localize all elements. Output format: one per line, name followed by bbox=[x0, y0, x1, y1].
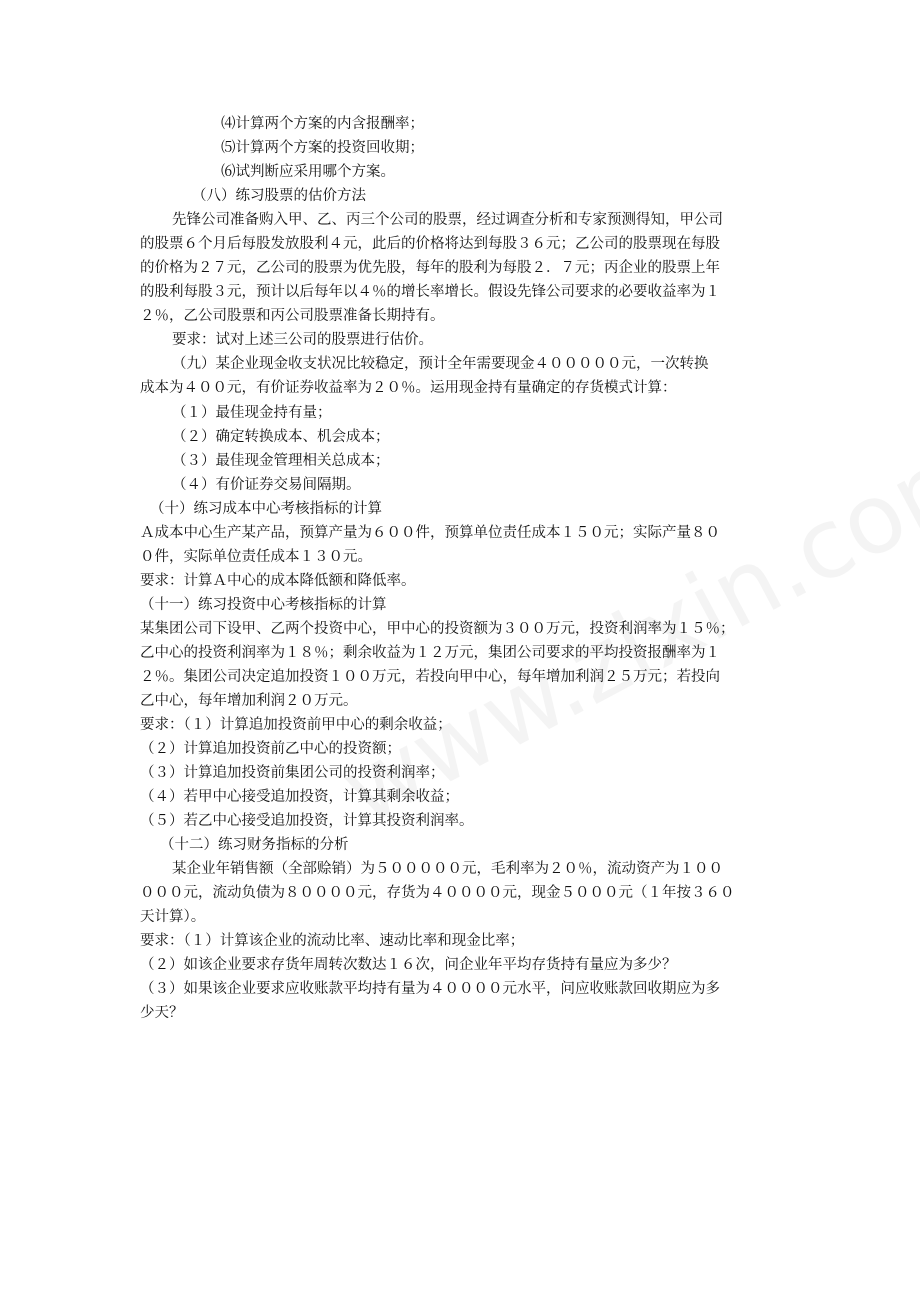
section-heading: （十二）练习财务指标的分析 bbox=[160, 837, 349, 853]
list-item: （１）最佳现金持有量； bbox=[172, 405, 332, 421]
section-heading: （十一）练习投资中心考核指标的计算 bbox=[140, 597, 387, 613]
text-line: 乙中心，每年增加利润２０万元。 bbox=[140, 693, 358, 709]
text-line: ⑸计算两个方案的投资回收期； bbox=[221, 140, 424, 156]
text-line: 要求：（１）计算追加投资前甲中心的剩余收益； bbox=[140, 717, 452, 733]
list-item: （４）有价证券交易间隔期。 bbox=[172, 477, 361, 493]
text-line: ⑷计算两个方案的内含报酬率； bbox=[221, 116, 424, 132]
text-line: ０００元，流动负债为８００００元，存货为４００００元，现金５０００元（１年按３６０ bbox=[140, 885, 735, 901]
text-line: 的股利每股３元，预计以后每年以４％的增长率增长。假设先锋公司要求的必要收益率为１ bbox=[140, 284, 720, 300]
text-line: Ａ成本中心生产某产品，预算产量为６００件，预算单位责任成本１５０元；实际产量８０ bbox=[140, 525, 720, 541]
list-item: （３）如果该企业要求应收账款平均持有量为４００００元水平，问应收账款回收期应为多 bbox=[140, 981, 720, 997]
section-heading: （八）练习股票的估价方法 bbox=[192, 188, 366, 204]
text-line: ２％。集团公司决定追加投资１００万元，若投向甲中心，每年增加利润２５万元；若投向 bbox=[140, 669, 720, 685]
list-item: （２）计算追加投资前乙中心的投资额； bbox=[140, 741, 401, 757]
text-line: 先锋公司准备购入甲、乙、丙三个公司的股票，经过调查分析和专家预测得知，甲公司 bbox=[172, 212, 723, 228]
text-line: 乙中心的投资利润率为１８％；剩余收益为１２万元，集团公司要求的平均投资报酬率为１ bbox=[140, 645, 720, 661]
text-line: 某企业年销售额（全部赊销）为５０００００元，毛利率为２０％，流动资产为１００ bbox=[172, 861, 723, 877]
text-line: 要求：试对上述三公司的股票进行估价。 bbox=[172, 332, 433, 348]
text-line: 的价格为２７元，乙公司的股票为优先股，每年的股利为每股２．７元；丙企业的股票上年 bbox=[140, 260, 720, 276]
text-line: 的股票６个月后每股发放股利４元，此后的价格将达到每股３６元；乙公司的股票现在每股 bbox=[140, 236, 720, 252]
list-item: （５）若乙中心接受追加投资，计算其投资利润率。 bbox=[140, 813, 474, 829]
list-item: （２）确定转换成本、机会成本； bbox=[172, 429, 390, 445]
list-item: （４）若甲中心接受追加投资，计算其剩余收益； bbox=[140, 789, 459, 805]
section-heading: （九）某企业现金收支状况比较稳定，预计全年需要现金４０００００元，一次转换 bbox=[172, 356, 709, 372]
list-item: （３）最佳现金管理相关总成本； bbox=[172, 453, 390, 469]
text-line: ⑹试判断应采用哪个方案。 bbox=[221, 164, 395, 180]
list-item: （２）如该企业要求存货年周转次数达１６次，问企业年平均存货持有量应为多少？ bbox=[140, 957, 677, 973]
text-line: 某集团公司下设甲、乙两个投资中心，甲中心的投资额为３００万元，投资利润率为１５％； bbox=[140, 621, 735, 637]
text-line: ０件，实际单位责任成本１３０元。 bbox=[140, 549, 372, 565]
section-heading: （十）练习成本中心考核指标的计算 bbox=[150, 501, 382, 517]
text-line: 天计算）。 bbox=[140, 909, 206, 925]
text-line: 要求：计算Ａ中心的成本降低额和降低率。 bbox=[140, 573, 416, 589]
text-line: 成本为４００元，有价证券收益率为２０％。运用现金持有量确定的存货模式计算： bbox=[140, 380, 677, 396]
text-line: 要求：（１）计算该企业的流动比率、速动比率和现金比率； bbox=[140, 933, 525, 949]
text-line: 少天？ bbox=[140, 1005, 184, 1021]
text-line: ２％，乙公司股票和丙公司股票准备长期持有。 bbox=[140, 308, 445, 324]
list-item: （３）计算追加投资前集团公司的投资利润率； bbox=[140, 765, 445, 781]
